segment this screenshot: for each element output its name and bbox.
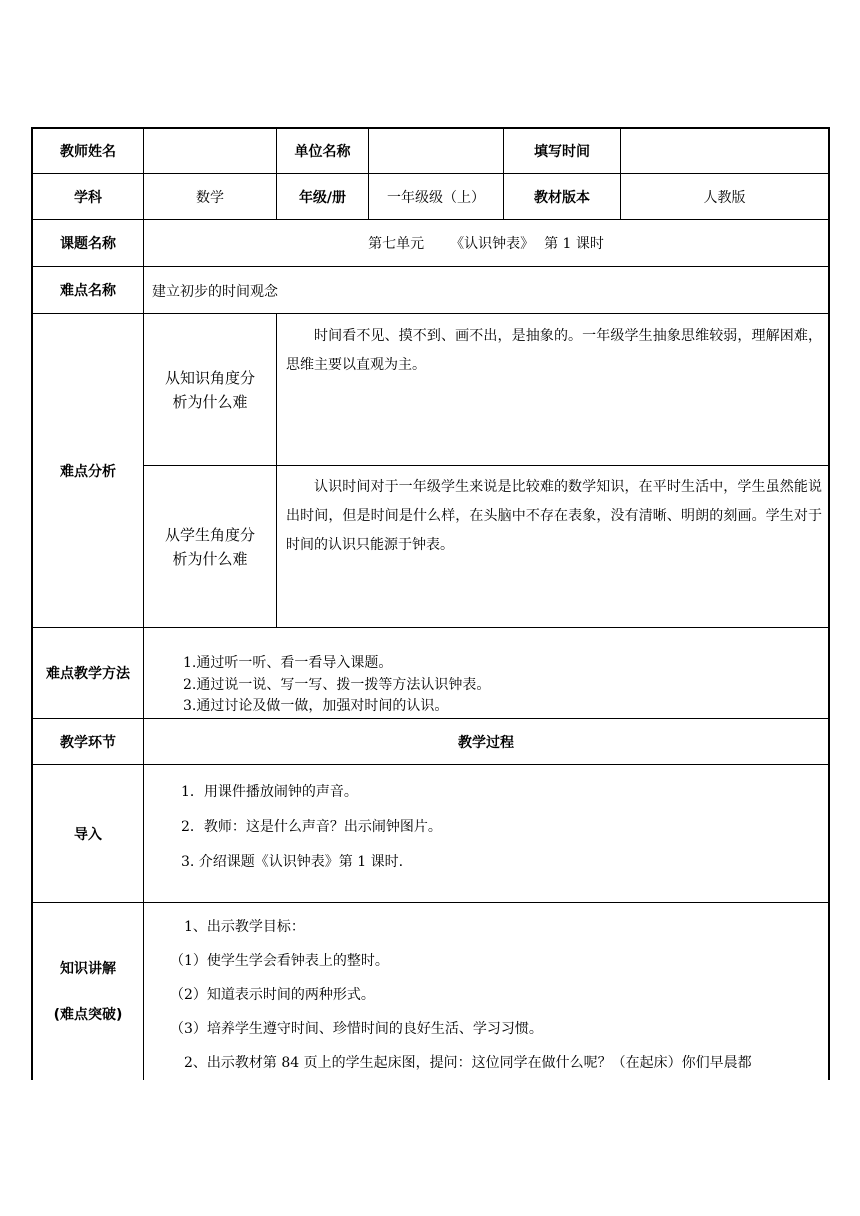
knowledge-angle-label-line2: 析为什么难 [172, 392, 248, 411]
knowledge-label-line1: 知识讲解 [60, 960, 116, 977]
column-divider [276, 313, 277, 628]
topic-period: 第 1 课时 [544, 236, 604, 252]
knowledge-angle-label-line1: 从知识角度分 [164, 368, 255, 387]
row-divider [31, 764, 830, 765]
stage-header: 教学环节 [60, 734, 116, 751]
unit-name-label: 单位名称 [294, 144, 351, 160]
methods-item: 1.通过听一听、看一看导入课题。 [183, 655, 393, 671]
analysis-label: 难点分析 [60, 463, 116, 480]
knowledge-list [170, 917, 752, 1080]
methods-list [183, 653, 490, 717]
intro-item: 3. 介绍课题《认识钟表》第 1 课时. [181, 854, 404, 870]
fill-time-label: 填写时间 [534, 144, 590, 160]
topic-value [144, 220, 828, 266]
topic-unit: 第七单元 [368, 236, 425, 252]
row-divider [31, 902, 830, 903]
edition-label: 教材版本 [534, 189, 590, 206]
knowledge-label-line2: (难点突破) [53, 1006, 123, 1023]
difficulty-label: 难点名称 [60, 283, 116, 299]
teacher-name-label: 教师姓名 [60, 144, 116, 160]
intro-item: 1．用课件播放闹钟的声音。 [181, 784, 358, 800]
fill-time-value [621, 129, 828, 173]
knowledge-item: 2、出示教材第 84 页上的学生起床图，提问：这位同学在做什么呢？（在起床）你们早晨都 [184, 1055, 752, 1071]
knowledge-angle-text: 时间看不见、摸不到、画不出，是抽象的。一年级学生抽象思维较弱，理解困难，思维主要以直观为主。 [286, 328, 822, 373]
subject-label: 学科 [74, 189, 102, 206]
topic-title: 《认识钟表》 [450, 236, 535, 252]
row-divider [31, 266, 830, 267]
unit-name-value [369, 129, 503, 173]
grade-value: 一年级级（上） [387, 189, 485, 206]
topic-label: 课题名称 [60, 236, 116, 252]
student-angle-label-line1: 从学生角度分 [164, 525, 255, 544]
process-header: 教学过程 [458, 734, 514, 751]
subject-value: 数学 [196, 189, 224, 206]
knowledge-item: （2）知道表示时间的两种形式。 [170, 987, 375, 1003]
methods-item: 2.通过说一说、写一写、拨一拨等方法认识钟表。 [183, 677, 491, 693]
methods-label: 难点教学方法 [46, 666, 130, 682]
grade-label: 年级/册 [298, 189, 347, 206]
row-divider [31, 627, 830, 628]
knowledge-angle-label [144, 314, 276, 465]
student-angle-label-line2: 析为什么难 [172, 549, 248, 568]
knowledge-item: （1）使学生学会看钟表上的整时。 [170, 953, 389, 969]
knowledge-label [33, 903, 143, 1080]
student-angle-label [144, 466, 276, 627]
student-angle-text: 认识时间对于一年级学生来说是比较难的数学知识，在平时生活中，学生虽然能说出时间，但是时间是什么样，在头脑中不存在表象，没有清晰、明朗的刻画。学生对于时间的认识只能源于钟表。 [286, 479, 822, 553]
methods-item: 3.通过讨论及做一做，加强对时间的认识。 [183, 698, 449, 714]
table-border-right [828, 127, 830, 1080]
knowledge-item: 1、出示教学目标： [184, 919, 305, 935]
difficulty-value: 建立初步的时间观念 [152, 284, 278, 300]
edition-value: 人教版 [703, 189, 746, 206]
knowledge-item: （3）培养学生遵守时间、珍惜时间的良好生活、学习习惯。 [170, 1021, 543, 1037]
lesson-plan-table [31, 127, 830, 1080]
intro-list [181, 782, 442, 887]
teacher-name-value [144, 129, 276, 173]
intro-item: 2．教师：这是什么声音？出示闹钟图片。 [181, 819, 442, 835]
intro-label: 导入 [74, 826, 102, 843]
